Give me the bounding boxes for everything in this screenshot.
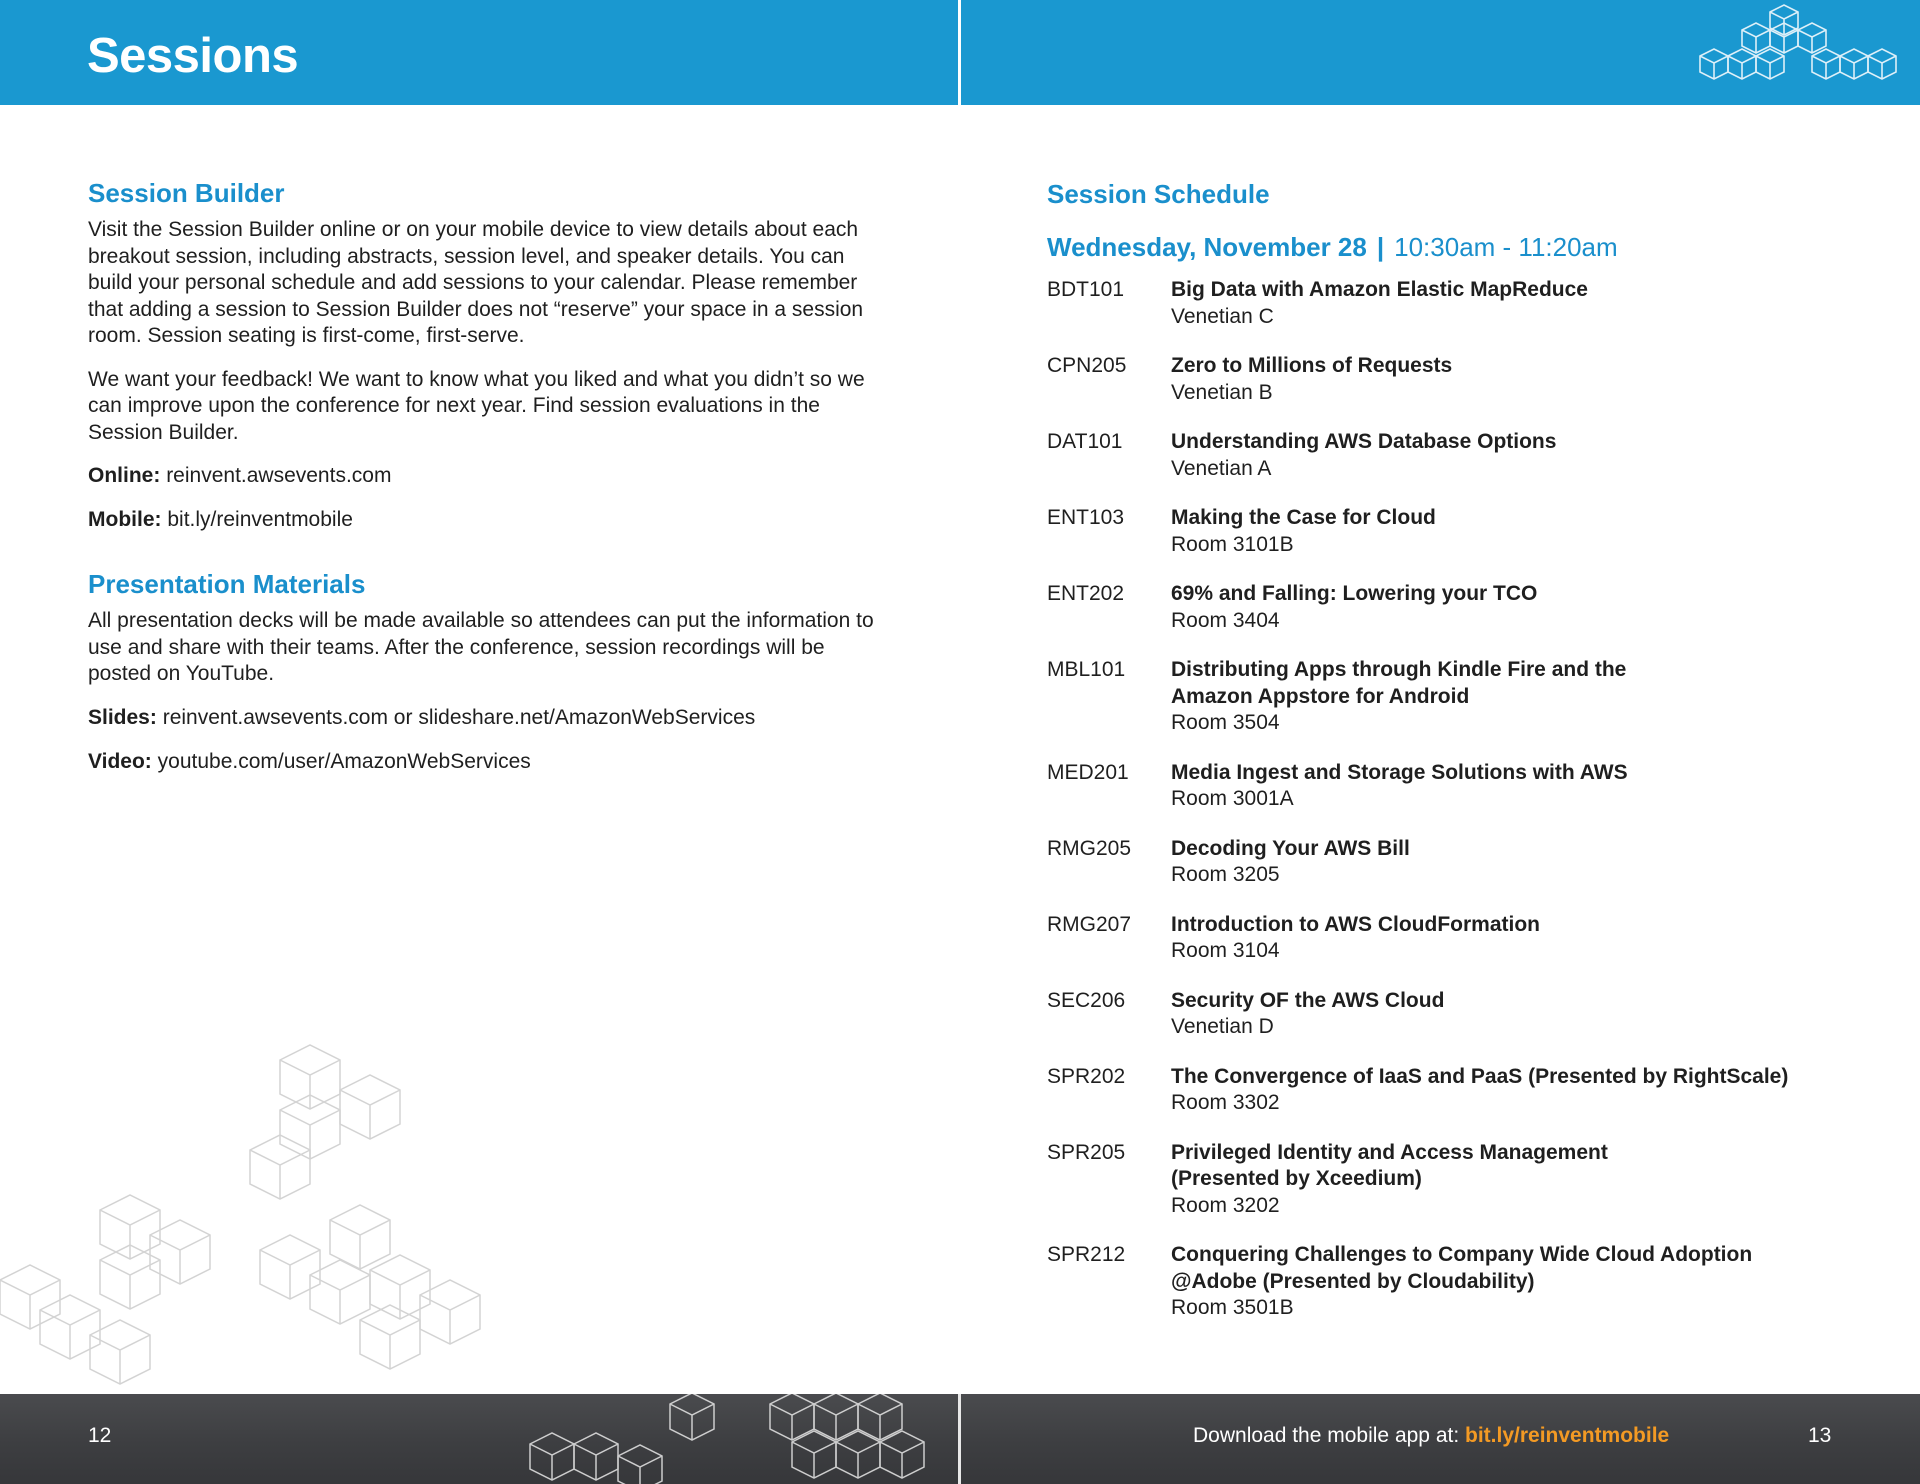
presentation-materials-heading: Presentation Materials bbox=[88, 569, 366, 599]
session-room: Room 3001A bbox=[1171, 787, 1294, 810]
session-code: MED201 bbox=[1047, 760, 1129, 784]
online-label: Online: bbox=[88, 464, 161, 487]
session-title: Conquering Challenges to Company Wide Cloud Adoption bbox=[1171, 1243, 1753, 1266]
session-row bbox=[1047, 912, 1887, 965]
session-info bbox=[1171, 912, 1540, 965]
session-code: RMG205 bbox=[1047, 836, 1132, 860]
session-row bbox=[1047, 988, 1887, 1041]
session-title: Media Ingest and Storage Solutions with AWS bbox=[1171, 760, 1628, 784]
session-info bbox=[1171, 760, 1628, 813]
session-title: Making the Case for Cloud bbox=[1171, 506, 1436, 529]
session-room: Venetian A bbox=[1171, 456, 1272, 480]
session-code: ENT202 bbox=[1047, 582, 1125, 605]
session-room: Venetian B bbox=[1171, 380, 1273, 404]
session-info bbox=[1171, 1242, 1752, 1322]
session-row bbox=[1047, 1242, 1887, 1322]
download-link[interactable]: bit.ly/reinventmobile bbox=[1465, 1424, 1670, 1447]
online-link[interactable]: reinvent.awsevents.com bbox=[166, 464, 392, 487]
mobile-label: Mobile: bbox=[88, 508, 162, 531]
footer-bar bbox=[0, 1394, 1920, 1484]
session-room: Venetian D bbox=[1171, 1015, 1274, 1038]
session-title: Security OF the AWS Cloud bbox=[1171, 988, 1445, 1012]
video-label: Video: bbox=[88, 749, 152, 773]
session-title: Big Data with Amazon Elastic MapReduce bbox=[1171, 278, 1588, 301]
session-title: Distributing Apps through Kindle Fire and the bbox=[1171, 658, 1627, 681]
session-builder-paragraph: Visit the Session Builder online or on your mobile device to view details about each breakout session, including abstracts, session level, and speaker details. You can build your personal schedule and add sessions to your calendar. Please remember that adding a session to Session Builder does not “reserve” your space in a session room. Session seating is first-come, first-serve. bbox=[88, 218, 864, 347]
online-row bbox=[88, 463, 888, 489]
session-title: The Convergence of IaaS and PaaS (Presented by RightScale) bbox=[1171, 1064, 1789, 1088]
page-number-right: 13 bbox=[1808, 1424, 1832, 1447]
session-info bbox=[1171, 581, 1537, 634]
header-bar bbox=[0, 0, 1920, 105]
session-title: (Presented by Xceedium) bbox=[1171, 1167, 1422, 1190]
session-room: Room 3302 bbox=[1171, 1091, 1280, 1114]
session-row bbox=[1047, 657, 1887, 737]
session-code: BDT101 bbox=[1047, 278, 1125, 301]
video-row bbox=[88, 749, 888, 775]
session-room: Room 3104 bbox=[1171, 939, 1280, 962]
session-list bbox=[1047, 277, 1887, 1322]
session-code: SEC206 bbox=[1047, 988, 1126, 1012]
video-link[interactable]: youtube.com/user/AmazonWebServices bbox=[157, 749, 531, 773]
session-row bbox=[1047, 836, 1887, 889]
session-row bbox=[1047, 429, 1887, 482]
mobile-row bbox=[88, 507, 888, 533]
session-title: Privileged Identity and Access Management bbox=[1171, 1140, 1608, 1164]
schedule-day: Wednesday, November 28 bbox=[1047, 232, 1367, 262]
session-info bbox=[1171, 1064, 1788, 1117]
slides-link[interactable]: reinvent.awsevents.com or slideshare.net/AmazonWebServices bbox=[162, 705, 756, 729]
session-room: Venetian C bbox=[1171, 304, 1274, 328]
session-info bbox=[1171, 988, 1444, 1041]
session-code: DAT101 bbox=[1047, 430, 1123, 453]
session-builder-heading: Session Builder bbox=[88, 178, 285, 208]
session-schedule-heading: Session Schedule bbox=[1047, 179, 1270, 209]
download-text: Download the mobile app at: bbox=[1193, 1424, 1460, 1447]
session-room: Room 3202 bbox=[1171, 1193, 1280, 1217]
left-column bbox=[88, 178, 888, 793]
page-number-left: 12 bbox=[88, 1424, 112, 1447]
session-title: Introduction to AWS CloudFormation bbox=[1171, 912, 1540, 936]
session-row bbox=[1047, 353, 1887, 406]
session-title: 69% and Falling: Lowering your TCO bbox=[1171, 582, 1538, 605]
session-code: CPN205 bbox=[1047, 354, 1127, 377]
session-room: Room 3404 bbox=[1171, 608, 1280, 632]
session-title: Amazon Appstore for Android bbox=[1171, 684, 1470, 708]
chalk-cubes-icon bbox=[520, 1394, 960, 1484]
right-column bbox=[1047, 179, 1887, 1345]
session-room: Room 3101B bbox=[1171, 532, 1294, 556]
session-info bbox=[1171, 1140, 1608, 1220]
cubes-watermark-icon bbox=[0, 1040, 520, 1390]
session-code: RMG207 bbox=[1047, 912, 1132, 936]
session-title: Zero to Millions of Requests bbox=[1171, 354, 1453, 377]
presentation-materials-paragraph: All presentation decks will be made available so attendees can put the information to use and share with their teams. After the conference, session recordings will be posted on YouTube. bbox=[88, 609, 874, 685]
session-code: SPR212 bbox=[1047, 1243, 1126, 1266]
schedule-day-line bbox=[1047, 232, 1887, 263]
footer-divider bbox=[958, 1394, 961, 1484]
session-row bbox=[1047, 505, 1887, 558]
mobile-link[interactable]: bit.ly/reinventmobile bbox=[167, 508, 353, 531]
session-title: Decoding Your AWS Bill bbox=[1171, 836, 1410, 860]
schedule-time: 10:30am - 11:20am bbox=[1394, 232, 1618, 262]
session-code: ENT103 bbox=[1047, 506, 1125, 529]
session-code: MBL101 bbox=[1047, 658, 1126, 681]
session-row bbox=[1047, 1064, 1887, 1117]
session-info bbox=[1171, 836, 1410, 889]
page-spread-divider bbox=[958, 0, 961, 105]
page-title: Sessions bbox=[87, 29, 299, 83]
feedback-paragraph: We want your feedback! We want to know what you liked and what you didn’t so we can improve upon the conference for next year. Find session evaluations in the Session Builder. bbox=[88, 367, 865, 444]
session-code: SPR202 bbox=[1047, 1064, 1126, 1088]
session-row bbox=[1047, 1140, 1887, 1220]
session-room: Room 3501B bbox=[1171, 1296, 1294, 1319]
session-info bbox=[1171, 353, 1452, 406]
session-title: Understanding AWS Database Options bbox=[1171, 430, 1557, 453]
session-info bbox=[1171, 429, 1556, 482]
download-line bbox=[1193, 1424, 1669, 1448]
schedule-separator: | bbox=[1376, 232, 1385, 262]
session-row bbox=[1047, 277, 1887, 330]
session-info bbox=[1171, 505, 1436, 558]
session-info bbox=[1171, 277, 1588, 330]
session-room: Room 3504 bbox=[1171, 711, 1280, 734]
session-row bbox=[1047, 581, 1887, 634]
session-info bbox=[1171, 657, 1626, 737]
session-row bbox=[1047, 760, 1887, 813]
session-code: SPR205 bbox=[1047, 1140, 1126, 1164]
slides-label: Slides: bbox=[88, 705, 157, 729]
session-title: @Adobe (Presented by Cloudability) bbox=[1171, 1269, 1535, 1293]
cubes-decoration-icon bbox=[1690, 0, 1915, 105]
session-room: Room 3205 bbox=[1171, 863, 1280, 886]
slides-row bbox=[88, 705, 888, 731]
